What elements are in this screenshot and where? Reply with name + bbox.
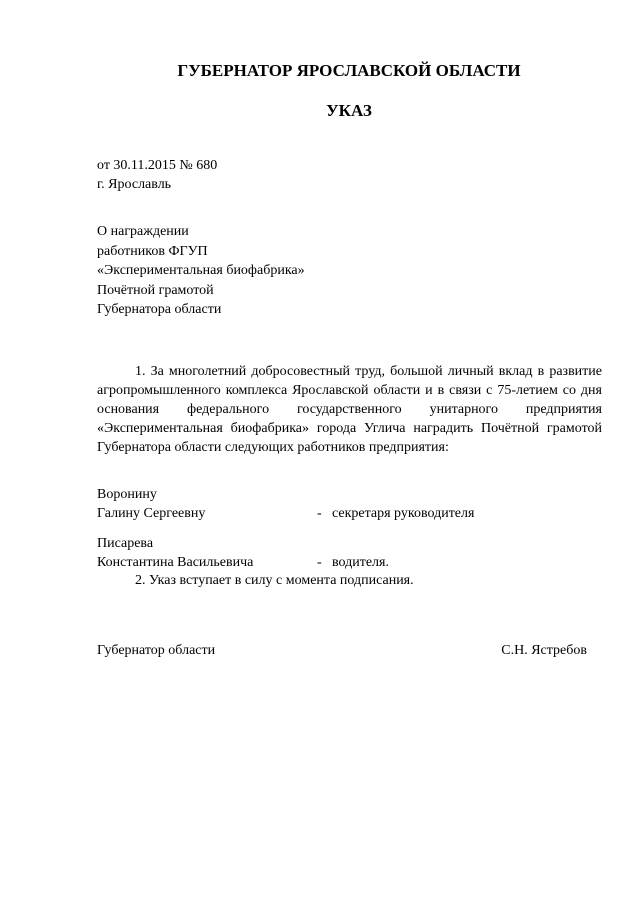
document-type: УКАЗ xyxy=(326,101,372,120)
awardee-dash: - xyxy=(317,506,322,521)
signatory-name: С.Н. Ястребов xyxy=(501,643,587,658)
subject-line: Почётной грамотой xyxy=(97,282,214,298)
document-city: г. Ярославль xyxy=(97,177,172,192)
signatory-title: Губернатор области xyxy=(97,643,216,658)
awardee-dash: - xyxy=(317,555,322,570)
document-subject xyxy=(97,222,305,320)
item-2-paragraph: 2. Указ вступает в силу с момента подписания. xyxy=(135,573,414,588)
awardee-role: водителя. xyxy=(332,555,389,570)
document-body xyxy=(97,362,602,457)
subject-line: «Экспериментальная биофабрика» xyxy=(97,263,305,278)
awardee-surname: Писарева xyxy=(97,536,154,551)
awardee-2 xyxy=(97,534,602,572)
awardee-name-row xyxy=(97,553,602,572)
subject-line: работников ФГУП xyxy=(97,243,208,259)
subject-line: О награждении xyxy=(97,224,189,239)
awardee-1 xyxy=(97,485,602,523)
awardee-given-names: Константина Васильевича xyxy=(97,555,254,570)
awardee-given-names: Галину Сергеевну xyxy=(97,506,206,521)
item-1-paragraph: 1. За многолетний добросовестный труд, большой личный вклад в развитие агропромышленного комплекса Ярославской области и в связи с 75-летием со дня основания федерального государственного унитарного предприятия «Экспериментальная биофабрика» города Углича наградить Почётной грамотой Губернатора области следующих работников предприятия: xyxy=(97,364,602,455)
subject-line: Губернатора области xyxy=(97,302,222,317)
document-authority: ГУБЕРНАТОР ЯРОСЛАВСКОЙ ОБЛАСТИ xyxy=(177,61,521,80)
awardee-role: секретаря руководителя xyxy=(332,506,475,521)
document-date-number: от 30.11.2015 № 680 xyxy=(97,158,218,173)
awardee-surname: Воронину xyxy=(97,487,157,502)
awardee-name-row xyxy=(97,504,602,523)
